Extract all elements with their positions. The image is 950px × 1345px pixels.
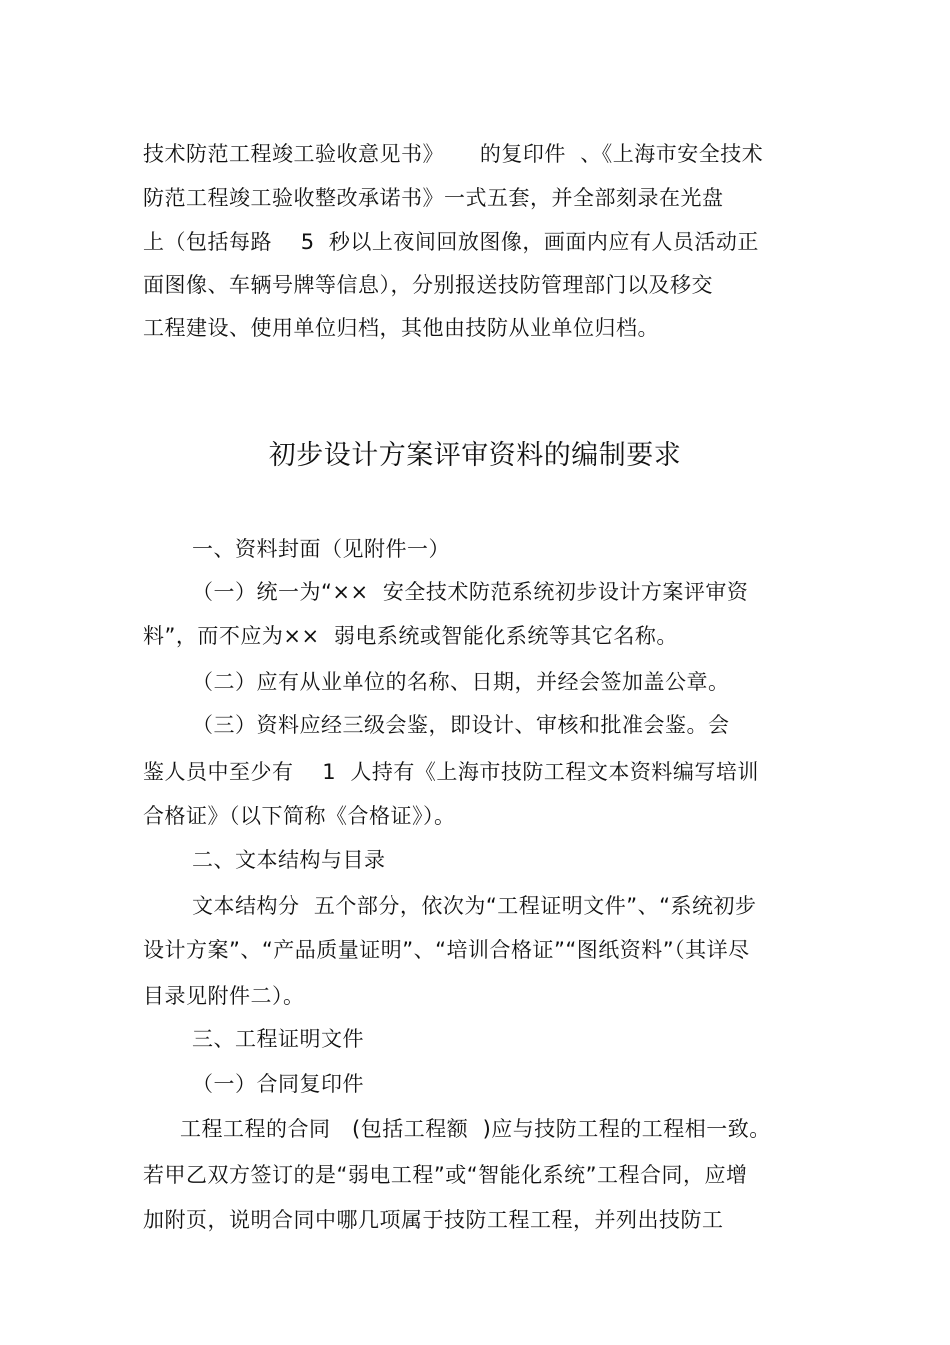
- paragraph-line-13: （一）合同复印件: [192, 1072, 364, 1096]
- intro-line-3: 上（包括每路 5 秒以上夜间回放图像，画面内应有人员活动正: [143, 230, 759, 254]
- paragraph-line-2: （一）统一为“×× 安全技术防范系统初步设计方案评审资: [192, 580, 749, 604]
- paragraph-line-14: 工程工程的合同 (包括工程额 )应与技防工程的工程相一致。: [180, 1117, 771, 1141]
- paragraph-line-11: 目录见附件二）。: [143, 984, 305, 1008]
- paragraph-line-3: 料”，而不应为×× 弱电系统或智能化系统等其它名称。: [143, 624, 678, 648]
- paragraph-line-10: 设计方案”、“产品质量证明”、“培训合格证”“图纸资料”（其详尽: [143, 938, 750, 962]
- paragraph-line-5: （三）资料应经三级会鉴，即设计、审核和批准会鉴。会: [192, 713, 730, 737]
- paragraph-line-9: 文本结构分 五个部分，依次为“工程证明文件”、“系统初步: [192, 894, 757, 918]
- intro-line-1: 技术防范工程竣工验收意见书》 的复印件 、《上海市安全技术: [143, 142, 764, 166]
- intro-line-4: 面图像、车辆号牌等信息），分别报送技防管理部门以及移交: [143, 273, 713, 297]
- intro-line-5: 工程建设、使用单位归档，其他由技防从业单位归档。: [143, 316, 659, 340]
- paragraph-line-12: 三、工程证明文件: [192, 1027, 364, 1051]
- section-title: 初步设计方案评审资料的编制要求: [268, 440, 682, 471]
- paragraph-line-16: 加附页，说明合同中哪几项属于技防工程工程，并列出技防工: [143, 1208, 724, 1232]
- paragraph-line-4: （二）应有从业单位的名称、日期，并经会签加盖公章。: [192, 670, 730, 694]
- paragraph-line-7: 合格证》（以下简称《合格证》）。: [143, 804, 456, 828]
- paragraph-line-15: 若甲乙双方签订的是“弱电工程”或“智能化系统”工程合同，应增: [143, 1163, 748, 1187]
- intro-line-2: 防范工程竣工验收整改承诺书》一式五套，并全部刻录在光盘: [143, 186, 724, 210]
- paragraph-line-1: 一、资料封面（见附件一）: [192, 537, 450, 561]
- paragraph-line-8: 二、文本结构与目录: [192, 848, 386, 872]
- paragraph-line-6: 鉴人员中至少有 1 人持有《上海市技防工程文本资料编写培训: [143, 760, 759, 784]
